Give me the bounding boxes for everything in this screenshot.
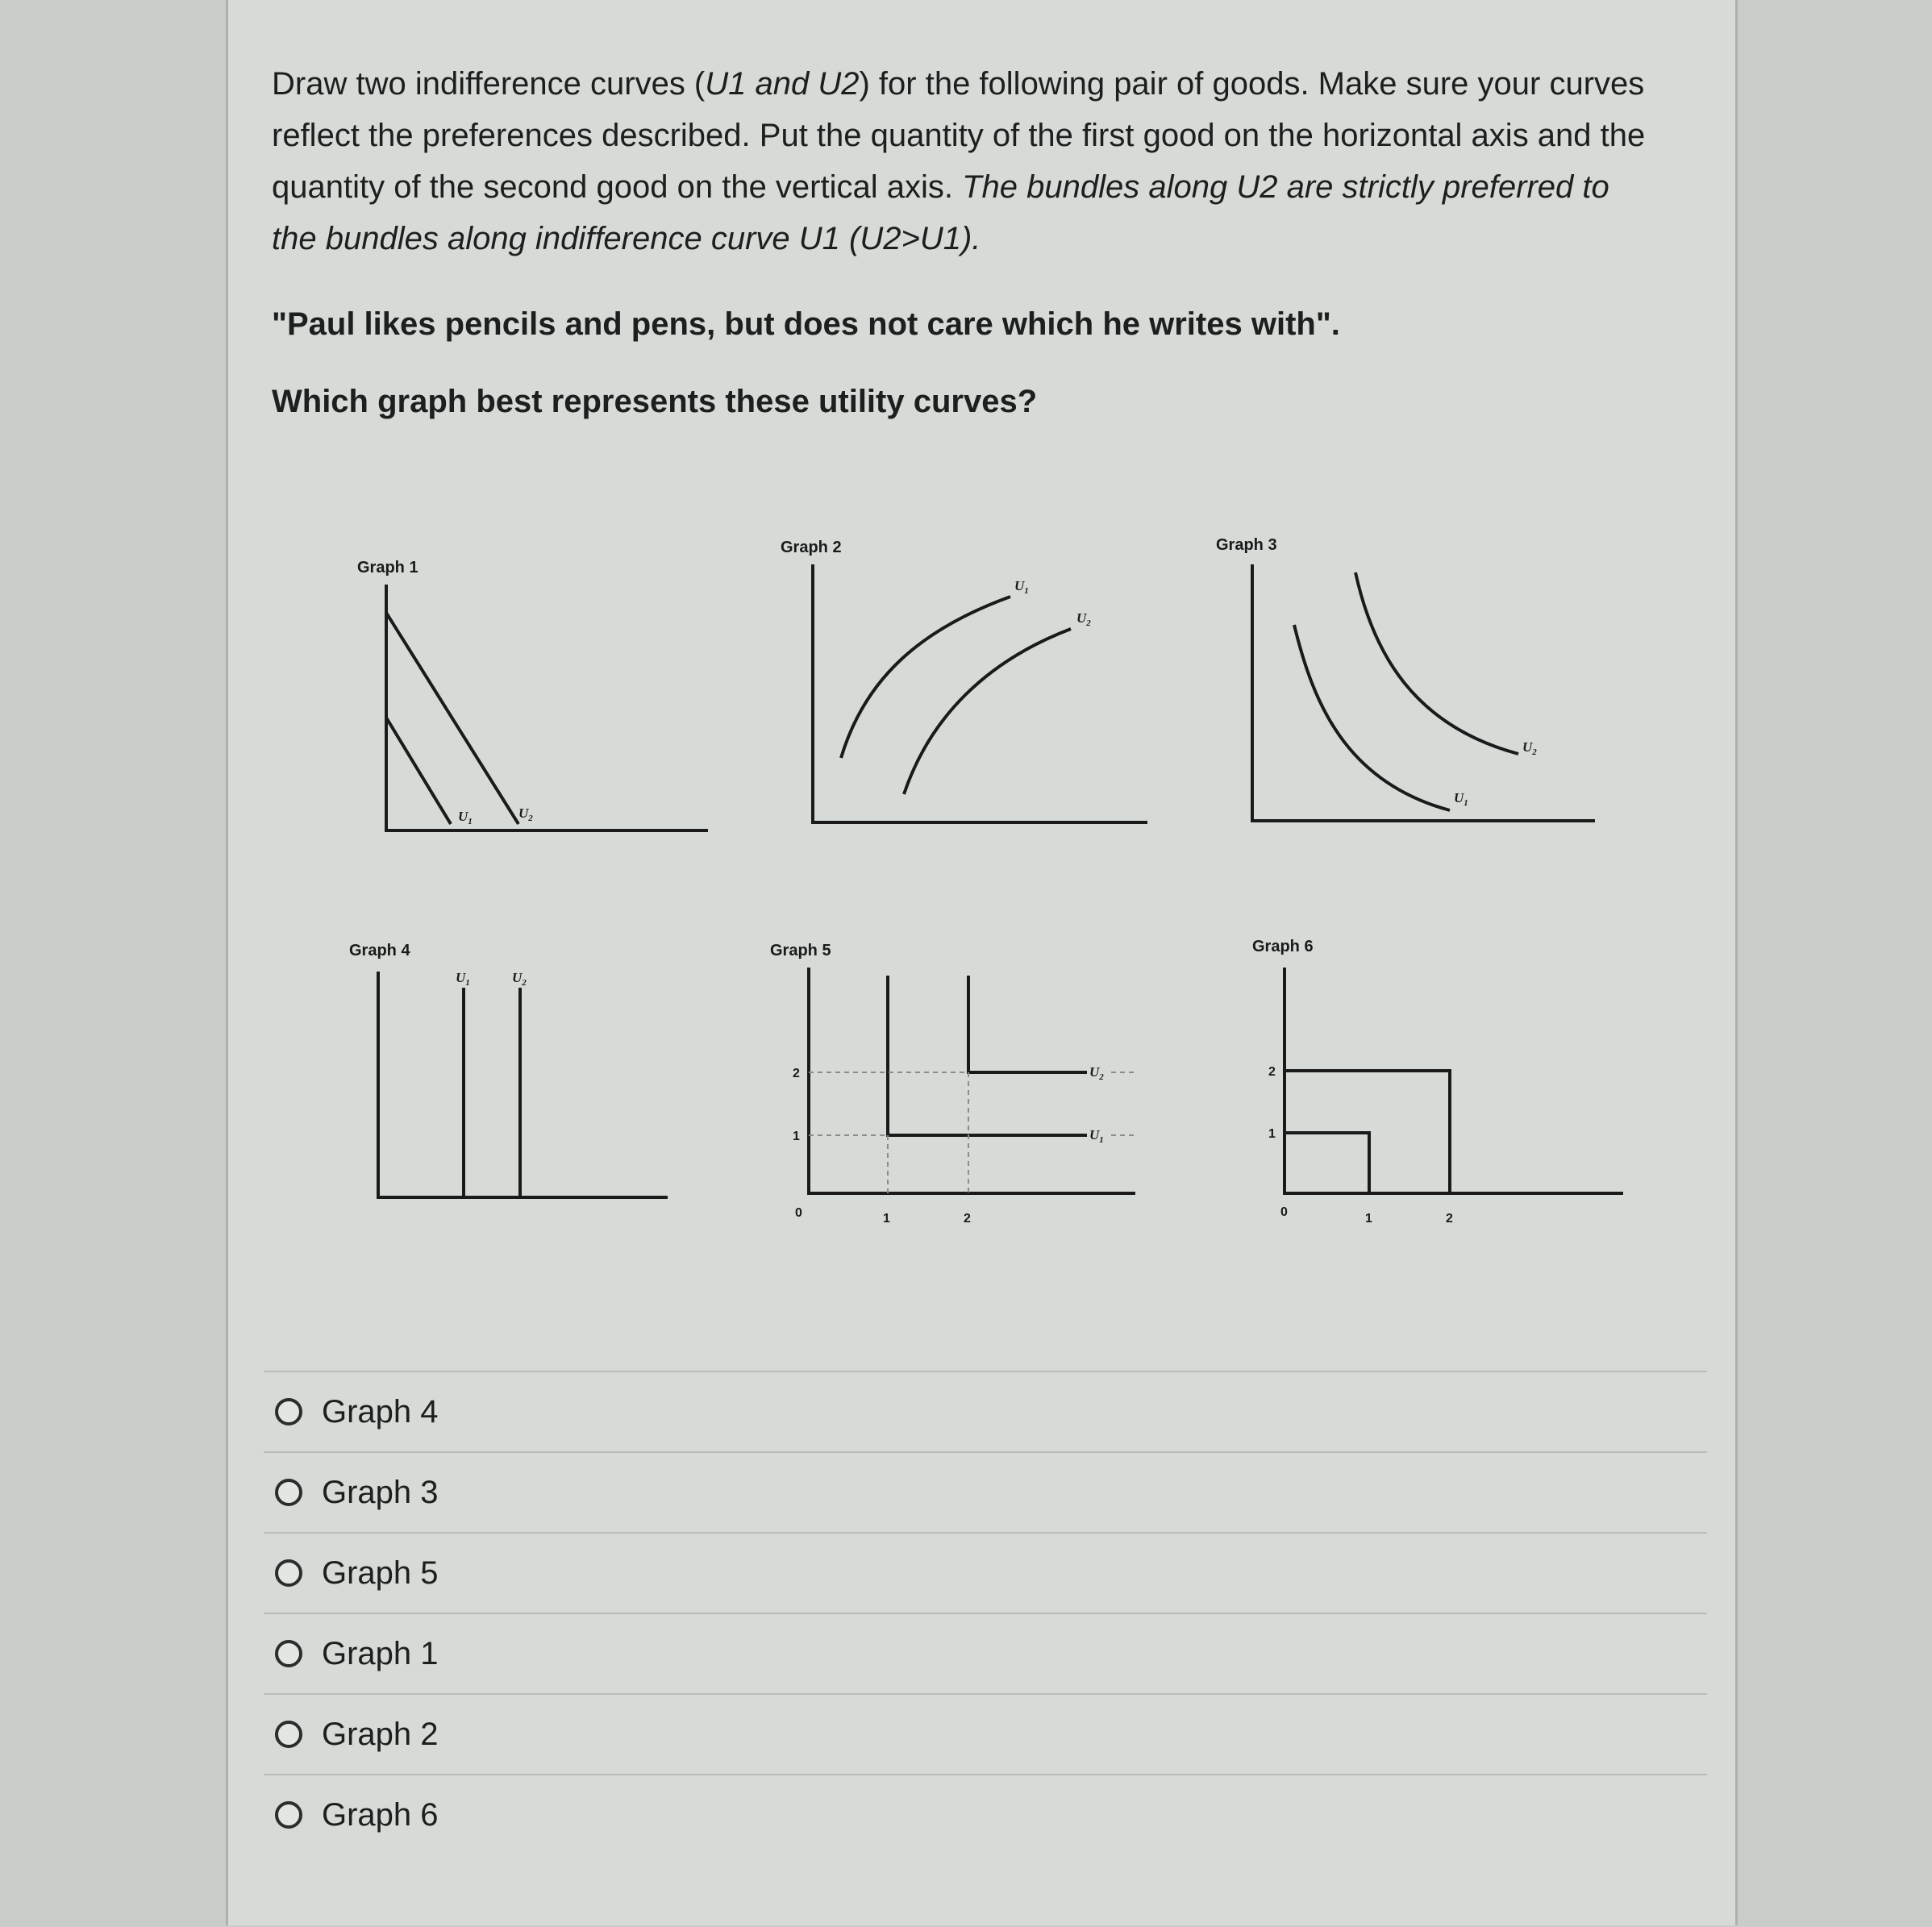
graph-4 — [378, 972, 668, 1197]
graph-3-curve-u2 — [1355, 572, 1518, 754]
graph-5 — [809, 968, 1135, 1193]
question-ask: Which graph best represents these utility curves? — [272, 384, 1038, 419]
graph-2-curve-u2 — [904, 629, 1071, 794]
answer-options — [264, 1371, 1707, 1854]
graph-1-axes — [386, 585, 708, 830]
option-graph-5[interactable] — [264, 1532, 1707, 1613]
question-quote: "Paul likes pencils and pens, but does not care which he writes with". — [272, 306, 1340, 342]
graph-1-curve-u2 — [386, 613, 518, 824]
graph-3-axes — [1252, 564, 1595, 821]
radio-button[interactable] — [275, 1640, 302, 1667]
graph-4-title: Graph 4 — [349, 942, 410, 959]
graph-6-curve-u1 — [1285, 1133, 1369, 1193]
radio-button[interactable] — [275, 1801, 302, 1829]
question-card — [226, 0, 1738, 1925]
question-preference: The bundles along U2 are strictly preferred to the bundles along indifference curve U1 (U2>U1). — [272, 169, 1609, 256]
graph-1-label-u2: $U_2$ — [518, 805, 533, 823]
option-graph-6[interactable] — [264, 1774, 1707, 1854]
graph-2-label-u1: $U_1$ — [1014, 578, 1029, 596]
radio-button[interactable] — [275, 1398, 302, 1425]
graph-2-label-u2: $U_2$ — [1076, 610, 1091, 628]
graph-2 — [813, 564, 1147, 822]
graph-5-curve-u1 — [888, 976, 1087, 1135]
graph-5-tick-y2: 2 — [793, 1067, 800, 1080]
graph-6 — [1285, 968, 1623, 1193]
graph-6-title: Graph 6 — [1252, 938, 1314, 955]
graph-5-label-u2: $U_2$ — [1089, 1064, 1104, 1082]
graph-1-curve-u1 — [386, 718, 451, 824]
graph-5-label-u1: $U_1$ — [1089, 1127, 1104, 1145]
question-part2: ) for the following pair of goods. Make sure your curves reflect the preferences described. Put the quantity of the first good on the horizontal axis and the quantity of the second good on the vertical axis. — [272, 66, 1646, 205]
option-label: Graph 5 — [322, 1555, 439, 1591]
graph-3-title: Graph 3 — [1216, 536, 1277, 554]
graph-6-tick-x1: 1 — [1365, 1212, 1372, 1226]
question-curves: U1 and U2 — [705, 66, 860, 102]
radio-button[interactable] — [275, 1721, 302, 1748]
radio-button[interactable] — [275, 1479, 302, 1506]
graph-6-tick-x0: 0 — [1280, 1205, 1288, 1219]
graph-6-axes — [1285, 968, 1623, 1193]
graph-6-tick-y2: 2 — [1268, 1065, 1276, 1079]
option-label: Graph 6 — [322, 1796, 439, 1833]
radio-button[interactable] — [275, 1559, 302, 1587]
option-label: Graph 4 — [322, 1393, 439, 1430]
option-graph-1[interactable] — [264, 1613, 1707, 1693]
graph-1-title: Graph 1 — [357, 559, 418, 576]
graph-3-curve-u1 — [1294, 625, 1450, 810]
graph-4-axes — [378, 972, 668, 1197]
option-label: Graph 3 — [322, 1474, 439, 1510]
graph-6-tick-y1: 1 — [1268, 1127, 1276, 1141]
graph-5-tick-x2: 2 — [964, 1212, 971, 1226]
graphs-svg — [228, 516, 1740, 1242]
graph-4-label-u2: $U_2$ — [512, 970, 527, 988]
option-graph-4[interactable] — [264, 1371, 1707, 1451]
question-text — [272, 58, 1659, 264]
graph-1-label-u1: $U_1$ — [458, 809, 473, 826]
graph-5-title: Graph 5 — [770, 942, 831, 959]
option-label: Graph 1 — [322, 1635, 439, 1671]
graph-1 — [386, 585, 708, 830]
option-graph-3[interactable] — [264, 1451, 1707, 1532]
option-graph-2[interactable] — [264, 1693, 1707, 1774]
option-label: Graph 2 — [322, 1716, 439, 1752]
graph-5-tick-x1: 1 — [883, 1212, 890, 1226]
graphs-figure — [228, 516, 1740, 1242]
graph-4-label-u1: $U_1$ — [456, 970, 470, 988]
question-part1: Draw two indifference curves ( — [272, 66, 706, 102]
graph-5-curve-u2 — [968, 976, 1087, 1072]
graph-2-title: Graph 2 — [781, 539, 842, 556]
graph-5-tick-x0: 0 — [795, 1206, 802, 1220]
graph-3 — [1252, 564, 1595, 821]
graph-5-axes — [809, 968, 1135, 1193]
graph-2-axes — [813, 564, 1147, 822]
graph-3-label-u2: $U_2$ — [1522, 739, 1537, 757]
graph-6-tick-x2: 2 — [1446, 1212, 1453, 1226]
graph-3-label-u1: $U_1$ — [1454, 790, 1468, 808]
graph-5-tick-y1: 1 — [793, 1130, 800, 1143]
